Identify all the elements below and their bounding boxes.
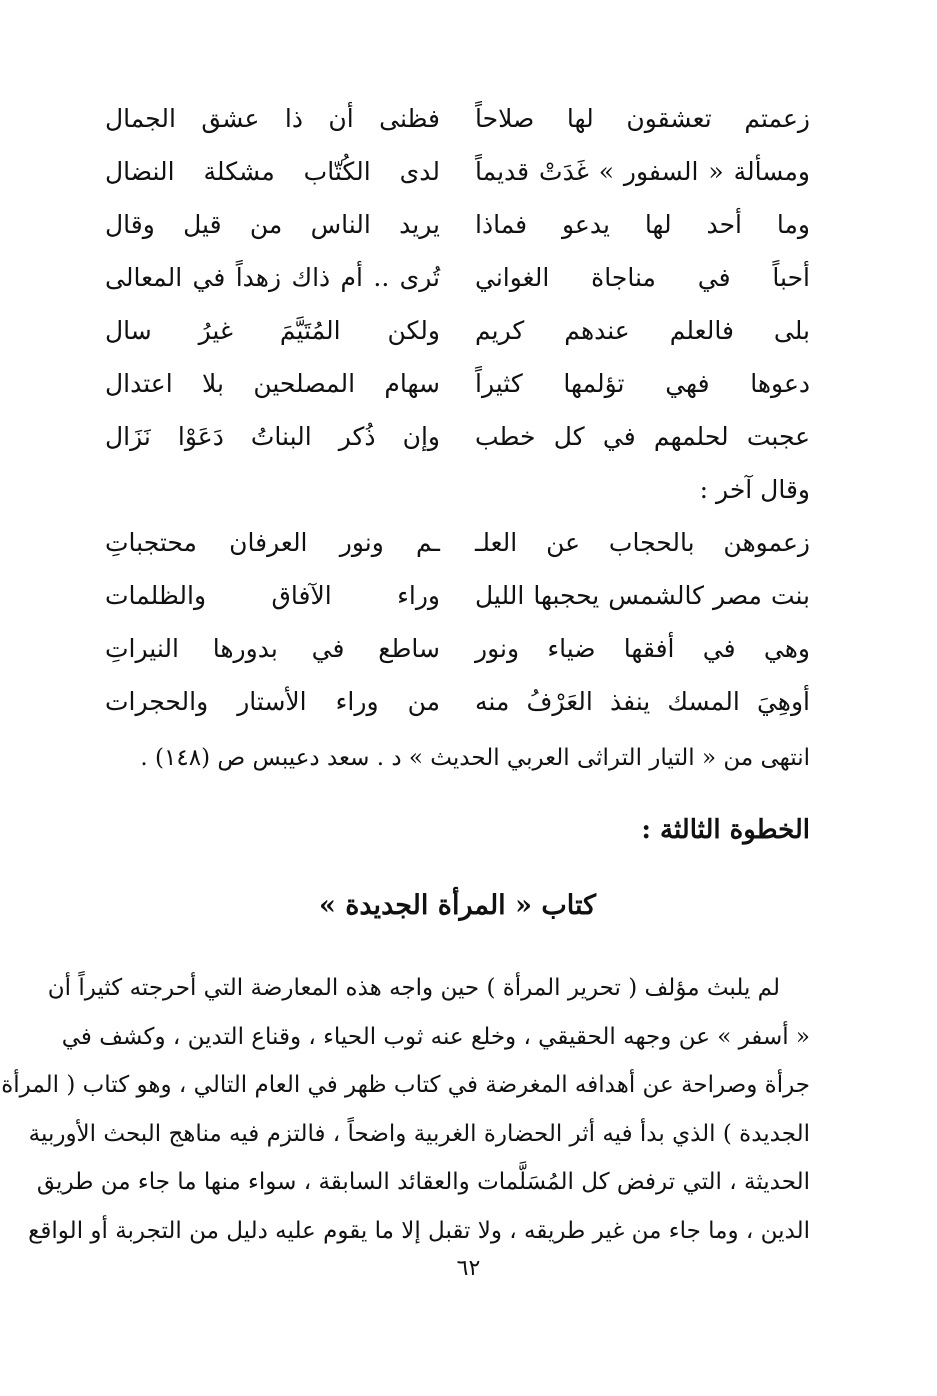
verse-first-hemistich: دعوها فهي تؤلمها كثيراً bbox=[475, 369, 810, 398]
paragraph-line: لم يلبث مؤلف ( تحرير المرأة ) حين واجه هذه المعارضة التي أحرجته كثيراً أن bbox=[47, 975, 780, 1001]
verse bbox=[105, 304, 810, 357]
verse-first-hemistich: أحباً في مناجاة الغواني bbox=[475, 263, 810, 292]
section-heading: الخطوة الثالثة : bbox=[641, 815, 810, 845]
verse bbox=[105, 622, 810, 675]
verse-first-hemistich: زعموهن بالحجاب عن العلـ bbox=[475, 528, 810, 557]
verse-first-hemistich: بنت مصر كالشمس يحجبها الليل bbox=[475, 581, 810, 610]
paragraph-line: « أسفر » عن وجهه الحقيقي ، وخلع عنه ثوب الحياء ، وقناع التدين ، وكشف في bbox=[61, 1023, 810, 1050]
verse-second-hemistich: ولكن المُتَيَّمَ غيرُ سال bbox=[105, 316, 440, 345]
verse-first-hemistich: وهي في أفقها ضياء ونور bbox=[475, 634, 810, 663]
verse bbox=[105, 410, 810, 463]
verse-second-hemistich: سهام المصلحين بلا اعتدال bbox=[105, 369, 440, 398]
verse bbox=[105, 92, 810, 145]
verse-second-hemistich: ـم ونور العرفان محتجباتِ bbox=[105, 528, 440, 557]
poem-one bbox=[105, 92, 810, 463]
verse-second-hemistich: يريد الناس من قيل وقال bbox=[105, 210, 440, 239]
poem-intro-line: وقال آخر : bbox=[699, 475, 810, 504]
verse bbox=[105, 357, 810, 410]
verse-second-hemistich: تُرى .. أم ذاك زهداً في المعالى bbox=[105, 263, 440, 292]
poem-two bbox=[105, 516, 810, 728]
verse-first-hemistich: زعمتم تعشقون لها صلاحاً bbox=[475, 104, 810, 133]
verse bbox=[105, 516, 810, 569]
verse-first-hemistich: ومسألة « السفور » غَدَتْ قديماً bbox=[475, 157, 810, 186]
verse-first-hemistich: بلى فالعلم عندهم كريم bbox=[475, 316, 810, 345]
verse-second-hemistich: وإن ذُكر البناتُ دَعَوْا نَزَال bbox=[105, 422, 440, 451]
verse-second-hemistich: وراء الآفاق والظلمات bbox=[105, 581, 440, 610]
page-content bbox=[1, 92, 810, 1255]
verse bbox=[105, 675, 810, 728]
source-citation: انتهى من « التيار التراثى العربي الحديث » د . سعد دعيبس ص (١٤٨) . bbox=[140, 745, 810, 771]
verse-second-hemistich: ساطع في بدورها النيراتِ bbox=[105, 634, 440, 663]
verse-second-hemistich: لدى الكُتّاب مشكلة النضال bbox=[105, 157, 440, 186]
body-paragraph bbox=[1, 964, 810, 1255]
paragraph-line: جرأة وصراحة عن أهدافه المغرضة في كتاب ظهر في العام التالي ، وهو كتاب ( المرأة bbox=[1, 1072, 810, 1098]
book-title: كتاب « المرأة الجديدة » bbox=[318, 890, 597, 921]
verse bbox=[105, 251, 810, 304]
verse-first-hemistich: وما أحد لها يدعو فماذا bbox=[475, 210, 810, 239]
paragraph-line: الجديدة ) الذي بدأ فيه أثر الحضارة الغربية واضحاً ، فالتزم فيه مناهج البحث الأوربية bbox=[28, 1120, 810, 1147]
page-number: ٦٢ bbox=[456, 1256, 481, 1281]
verse-second-hemistich: فظنى أن ذا عشق الجمال bbox=[105, 104, 440, 133]
verse-first-hemistich: أوهِيَ المسك ينفذ العَرْفُ منه bbox=[475, 687, 810, 716]
verse bbox=[105, 198, 810, 251]
verse-second-hemistich: من وراء الأستار والحجرات bbox=[105, 687, 440, 716]
verse bbox=[105, 145, 810, 198]
paragraph-line: الحديثة ، التي ترفض كل المُسَلَّمات والعقائد السابقة ، سواء منها ما جاء من طريق bbox=[36, 1169, 810, 1195]
verse-first-hemistich: عجبت لحلمهم في كل خطب bbox=[475, 422, 810, 451]
verse bbox=[105, 569, 810, 622]
paragraph-line: الدين ، وما جاء من غير طريقه ، ولا تقبل إلا ما يقوم عليه دليل من التجربة أو الواقع bbox=[28, 1217, 810, 1244]
